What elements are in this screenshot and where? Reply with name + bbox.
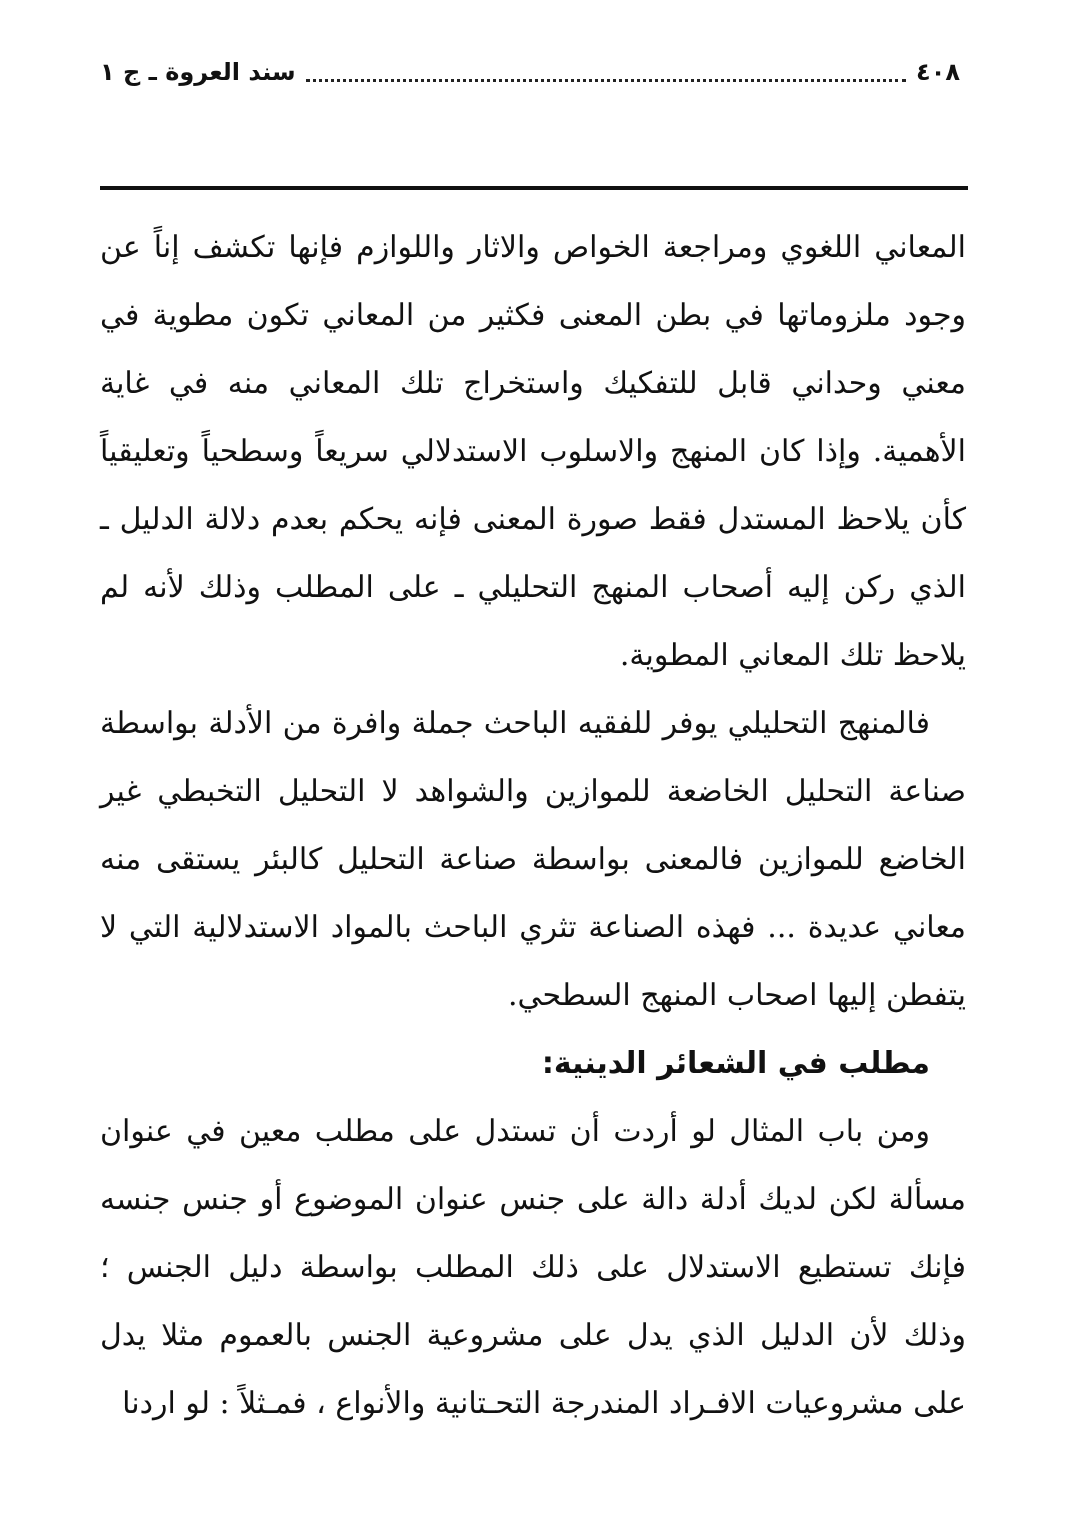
body-text: [100, 214, 966, 1438]
leader-dots: [306, 79, 906, 82]
running-header: [100, 50, 960, 94]
paragraph-1: المعاني اللغوي ومراجعة الخواص والاثار واللوازم فإنها تكشف إناً عن وجود ملزوماتها في بطن المعنى فكثير من المعاني تكون مطوية في معني وحداني قابل للتفكيك واستخراج تلك المعاني منه في غاية الأهمية. وإذا كان المنهج والاسلوب الاستدلالي سريعاً وسطحياً وتعليقياً كأن يلاحظ المستدل فقط صورة المعنى فإنه يحكم بعدم دلالة الدليل ـ الذي ركن إليه أصحاب المنهج التحليلي ـ على المطلب وذلك لأنه لم يلاحظ تلك المعاني المطوية.: [100, 230, 966, 673]
section-paragraph: ومن باب المثال لو أردت أن تستدل على مطلب معين في عنوان مسألة لكن لديك أدلة دالة على جنس عنوان الموضوع أو جنس جنسه فإنك تستطيع الاستدلال على ذلك المطلب بواسطة دليل الجنس ؛ وذلك لأن الدليل الذي يدل على مشروعية الجنس بالعموم مثلا يدل على مشروعيات الافـراد المندرجة التحـتانية والأنواع ، فمـثلاً : لو اردنا: [100, 1114, 966, 1421]
book-title: سند العروة ـ ج ١: [100, 58, 296, 86]
paragraph-2: فالمنهج التحليلي يوفر للفقيه الباحث جملة وافرة من الأدلة بواسطة صناعة التحليل الخاضعة للموازين والشواهد لا التحليل التخبطي غير الخاضع للموازين فالمعنى بواسطة صناعة التحليل كالبئر يستقى منه معاني عديدة ... فهذه الصناعة تثري الباحث بالمواد الاستدلالية التي لا يتفطن إليها اصحاب المنهج السطحي.: [100, 706, 966, 1013]
header-rule: [100, 186, 968, 190]
section-heading: مطلب في الشعائر الدينية:: [541, 1046, 930, 1081]
page-number: ٤٠٨: [916, 58, 960, 86]
